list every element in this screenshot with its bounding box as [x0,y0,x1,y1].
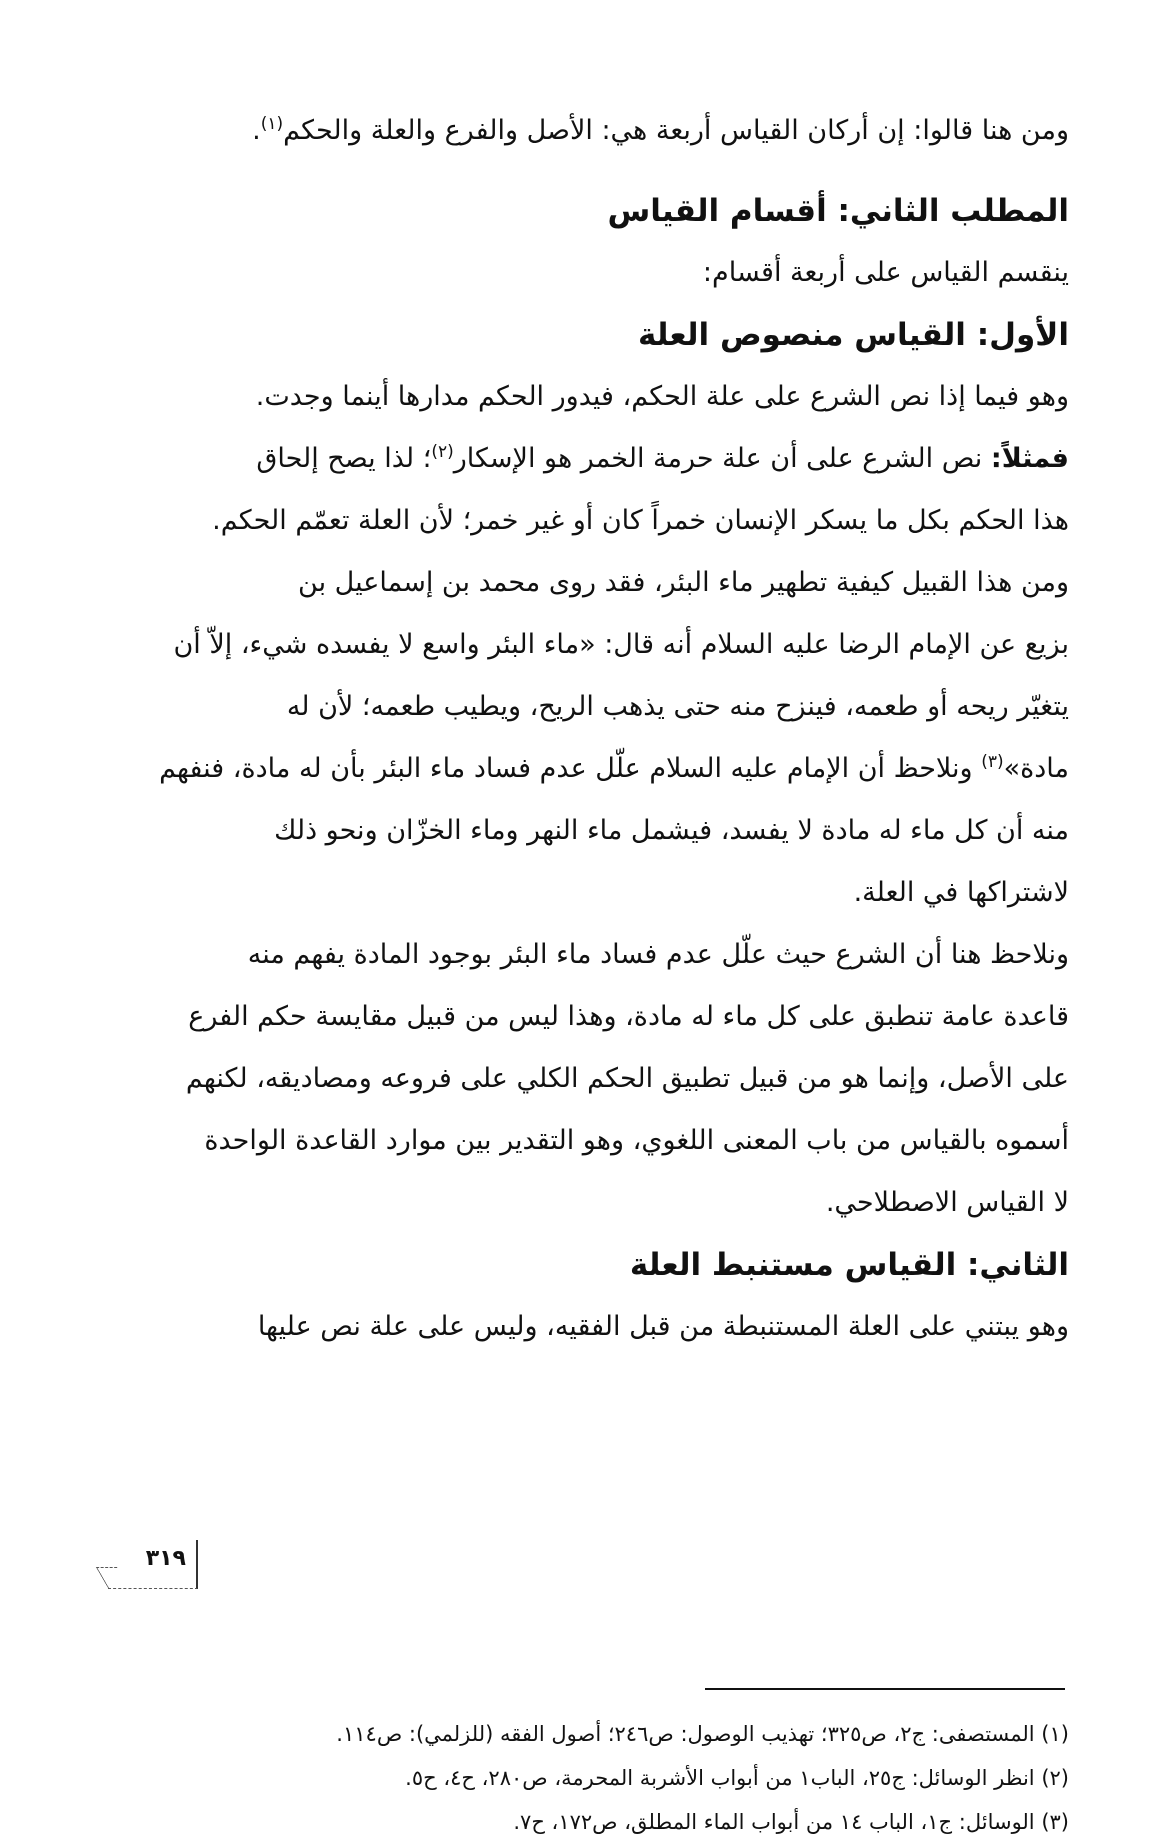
paragraph-text: ؛ لذا يصح إلحاق [256,443,432,474]
footnotes [132,1712,1069,1844]
section-heading: المطلب الثاني: أقسام القياس [607,193,1069,229]
paragraph-line: هذا الحكم بكل ما يسكر الإنسان خمراً كان أو غير خمر؛ لأن العلة تعمّم الحكم. [212,505,1069,536]
paragraph-line: على الأصل، وإنما هو من قبيل تطبيق الحكم الكلي على فروعه ومصاديقه، لكنهم [185,1063,1069,1094]
paragraph-line: لا القياس الاصطلاحي. [825,1187,1069,1218]
footnote-3: (٣) الوسائل: ج١، الباب ١٤ من أبواب الماء المطلق، ص١٧٢، ح٧. [513,1810,1069,1834]
paragraph-line: وهو يبتني على العلة المستنبطة من قبل الفقيه، وليس على علة نص عليها [257,1311,1069,1342]
footnote-2: (٢) انظر الوسائل: ج٢٥، الباب١ من أبواب الأشربة المحرمة، ص٢٨٠، ح٤، ح٥. [405,1766,1069,1790]
page-corner-decoration [96,1567,129,1588]
first-heading: الأول: القياس منصوص العلة [637,317,1069,353]
intro-text: ومن هنا قالوا: إن أركان القياس أربعة هي: الأصل والفرع والعلة والحكم [283,115,1069,146]
main-text [132,100,1069,1358]
second-heading: الثاني: القياس مستنبط العلة [629,1247,1069,1283]
example-label: فمثلاً: [990,443,1069,474]
division-line: ينقسم القياس على أربعة أقسام: [702,257,1069,288]
paragraph-line: يتغيّر ريحه أو طعمه، فينزح منه حتى يذهب الريح، ويطيب طعمه؛ لأن له [286,691,1069,722]
footnote-ref-2: (٢) [431,442,454,462]
paragraph-line: ومن هذا القبيل كيفية تطهير ماء البئر، فقد روى محمد بن إسماعيل بن [298,567,1069,598]
paragraph-text: نص الشرع على أن علة حرمة الخمر هو الإسكار [453,443,991,474]
paragraph-line: بزيع عن الإمام الرضا عليه السلام أنه قال: «ماء البئر واسع لا يفسده شيء، إلاّ أن [173,629,1069,660]
footnote-divider [705,1688,1065,1690]
paragraph-line: أسموه بالقياس من باب المعنى اللغوي، وهو التقدير بين موارد القاعدة الواحدة [204,1125,1069,1156]
paragraph-line: ونلاحظ هنا أن الشرع حيث علّل عدم فساد ماء البئر بوجود المادة يفهم منه [247,939,1069,970]
paragraph-line: وهو فيما إذا نص الشرع على علة الحكم، فيدور الحكم مدارها أينما وجدت. [255,381,1069,412]
paragraph-line: منه أن كل ماء له مادة لا يفسد، فيشمل ماء النهر وماء الخزّان ونحو ذلك [274,815,1069,846]
page-number: ٣١٩ [145,1546,186,1571]
footnote-ref-1: (١) [260,114,284,134]
paragraph-text: ونلاحظ أن الإمام عليه السلام علّل عدم فساد ماء البئر بأن له مادة، فنفهم [159,753,982,784]
intro-line: ومن هنا قالوا: إن أركان القياس أربعة هي: الأصل والفرع والعلة والحكم$^{(١)}$. [252,114,1069,146]
paragraph-text: مادة» [1003,753,1069,784]
paragraph-line [132,428,1069,490]
paragraph-line: لاشتراكها في العلة. [853,877,1069,908]
paragraph-line: قاعدة عامة تنطبق على كل ماء له مادة، وهذا ليس من قبيل مقايسة حكم الفرع [188,1001,1069,1032]
footnote-1: (١) المستصفى: ج٢، ص٣٢٥؛ تهذيب الوصول: ص٢٤٦؛ أصول الفقه (للزلمي): ص١١٤. [336,1722,1069,1746]
paragraph-line [132,738,1069,800]
footnote-ref-3: (٣) [981,752,1004,772]
page-number-box [108,1540,198,1589]
